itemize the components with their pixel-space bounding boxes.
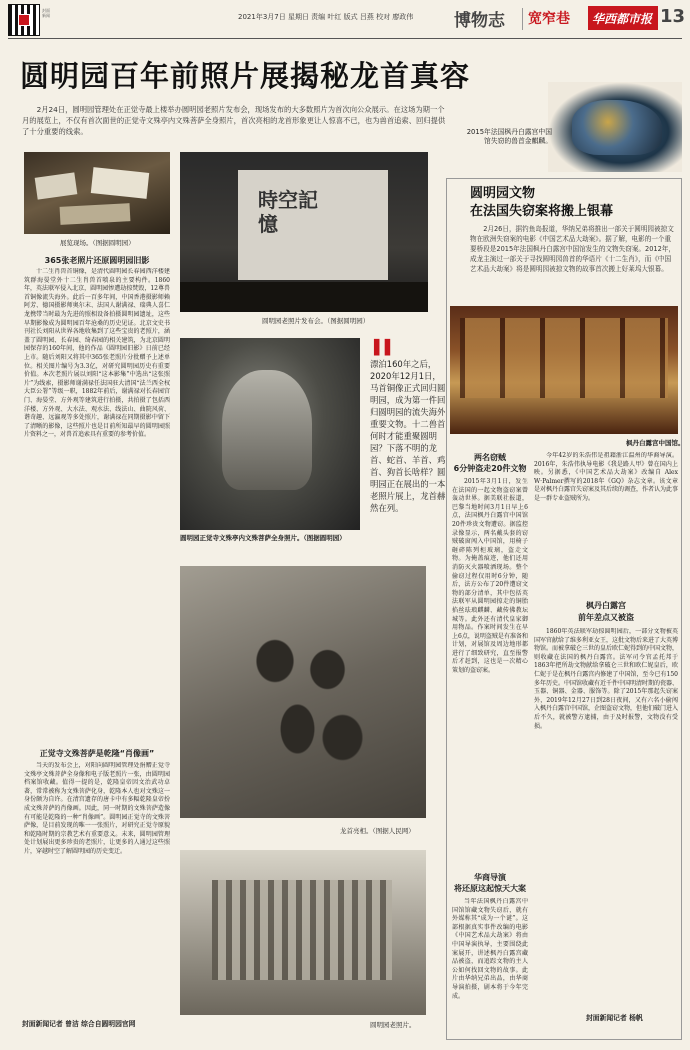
right-intro: 2月26日，据钓鱼岛报道，华纳兄弟将推出一部关于圆明园被掠文物在欧洲失窃案的电影《中国艺术品大劫案》。据了解，电影的一个重要桥段是2015年法国枫丹白露宫中国馆发生的文物失窃案。2012年，成龙主演过一部关于寻找圆明园兽首的华语片《十二生肖》，而《中国艺术品大劫案》将是圆明园被掠文物的故事首次搬上好莱坞大银幕。 — [470, 225, 675, 273]
mid-subhead-1-line-1: 两名窃贼 — [474, 453, 506, 462]
poster-title: 時空記憶 — [258, 188, 318, 236]
mid-subhead-2-line-2: 将还原这起惊天大案 — [454, 884, 526, 893]
section-name: 博物志 — [454, 11, 505, 31]
caption-qilin: 2015年法国枫丹白露宫中国馆失窃的兽首金麒麟。 — [466, 128, 552, 145]
quote-mark-icon: ▌▌ — [374, 340, 396, 356]
left-body-1: 十二生肖兽首铜像，是清代圆明园长春园西洋楼建筑群海晏堂外十二生肖兽首喷泉的主要构件。1860年，英法联军侵入北京，圆明园惨遭劫掠焚毁，12尊兽首铜像流失海外。此后一百多年间，中国香港摄影师赖阿芳、德国摄影师奥尔末、法国人谢满禄、瑞典人喜仁龙携带当时最为先进的照相设备拍摄圆明园遗址，这些早期影像成为圆明园百年沧桑的历史见证。北京文史书刊社长刘阳从世界各地收集到了这些宝贵的老照片，涵盖了圆明园、长春园、绮春园的相关建筑，为北京圆明园保存的160年间，他的作品《圆明园旧影》日前已经上市。随后刘阳又将其中365张老照片分批赠予上述单位。相关图片编号为3.3亿，对研究圆明园历史有重要价值。本次老照片展以刘阳“这本影集”中选出“这张照片”为线索，摄影师谢满禄任法国驻大清国“法兰西全权大臣公署”等级一职，1882年前后，谢满禄对长春园宫门、海晏堂、方外观等建筑进行拍摄，共拍摄了包括西洋楼、方外观、大水法、观水法、线法山、曲院风荷、谐奇趣、远瀛观等多处照片，谢满禄在同期摄影中留下了清晰的影像，这些照片也是目前所知最早的圆明园照片资料之一，对兽首追索具有重要的参考价值。 — [24, 268, 170, 439]
right-body-1: 今年42岁的朱浩伟是祖籍浙江温州的华裔导演。2016年，朱浩伟执导电影《我是路人甲》曾在国内上映。另据悉，《中国艺术品大劫案》改编自 Alex W·Palmer撰写的2018年《GQ》杂志文章。该文章是对枫丹白露宫失窃案及其后续的调查，作者认为此事是一群专业盗贼所为。 — [534, 452, 678, 502]
launch-stage — [180, 282, 428, 312]
header-info: 2021年3月7日 星期日 责编 叶红 版式 吕燕 校对 廖政伟 — [238, 13, 414, 21]
mid-subhead-1-line-2: 6分钟盗走20件文物 — [453, 464, 527, 473]
ruins-structure — [212, 880, 392, 980]
headline: 圆明园百年前照片展揭秘龙首真容 — [20, 59, 471, 93]
right-credit: 封面新闻记者 杨帆 — [586, 1014, 643, 1022]
left-body-2: 当天的发布会上，对阳向圆明园管理处捐赠正觉寺文殊亭文殊菩萨全身像和电子版老照片一张，由圆明园档案馆收藏。值得一提的是，乾隆皇帝因文治武功卓著，常常被称为文殊菩萨化身，乾隆本人也对文殊这一身份颇为自许。在清宫遗存的唐卡中有多幅乾隆皇帝扮成文殊菩萨的肖像画。因此，同一时期的文殊菩萨造像有可能是乾隆的一种“肖像画”。圆明园正觉寺的文殊菩萨像，是目前发现的唯一一张照片，对研究正觉寺原貌和乾隆时期的宗教艺术有重要意义。未来，圆明园管理处计划展出更多珍贵的老照片，让更多的人通过这些照片，穿越时空了解圆明园的历史变迁。 — [24, 762, 170, 855]
caption-fontainebleau: 枫丹白露宫中国馆。 — [626, 439, 685, 447]
right-subhead-line-1: 枫丹白露宫 — [586, 601, 626, 610]
caption-ruins: 圆明园老照片。 — [370, 1021, 416, 1029]
page-number: 13 — [660, 6, 686, 27]
column-name: 宽窄巷 — [528, 11, 570, 27]
mid-body-2: 当年法国枫丹白露宫中国馆馆藏文物失窃后，就有外媒称其“成为一个谜”。这部根据真实事件改编的电影《中国艺术品大劫案》将由中国导演执导，主要围绕此案展开，讲述枫丹白露宫藏品被盗，而追踪文物的主人公如何找回文物的故事。此片由华纳兄弟出品，由华商导演拍摄，剧本将于今年完成。 — [452, 898, 528, 1000]
section-divider — [522, 8, 523, 30]
mid-body-1: 2015年3月1日，发生在法国的一起文物盗窃案曾轰动世界。据美联社报道，巴黎当地时间3月1日早上6点，法国枫丹白露宫中国馆20件珍贵文物遭窃。据监控录像显示，两名戴头套的窃贼破窗闯入中国馆，用椅子砸碎陈列柜玻璃，盗走文物。为掩盖痕迹，他们还用消防灭火器喷洒现场。整个偷窃过程仅用时6分钟，随后，法方公布了20件遭窃文物的部分清单，其中包括英法联军从圆明园掠走的铜胎掐丝珐琅麒麟、藏传佛教坛城等。此外还有清代皇家御用物品。作案时间发生在早上6点，说明盗贼是有准备和计划，对展馆及周边地形都进行了细致研究，直至报警后才赶到，这也是一次精心策划的盗窃案。 — [452, 478, 528, 675]
right-title-line-2: 在法国失窃案将搬上银幕 — [470, 204, 614, 219]
caption-bodhisattva: 圆明园正觉寺文殊亭内文殊菩萨全身照片。（图据圆明园） — [180, 534, 346, 542]
right-body-2: 1860年英法联军劫掠圆明园后，一部分文物被英国军官献给了维多利亚女王，这批文物后来进了大英博物馆。而被拿破仑三世的皇后欧仁妮得到的中国文物，则收藏在法国的枫丹白露宫。法军司令官孟托邦于1863年把所劫文物献给拿破仑三世和欧仁妮皇后，欧仁妮于是在枫丹白露宫内修建了中国馆，至今已有150多年历史。中国馆收藏有近千件中国明清时期的瓷器、玉器、铜器、金器、服饰等。除了2015年那起失窃案外，2019年12月27日到28日夜间，又有六名小偷闯入枫丹白露宫中国馆，企图盗窃文物，但他们破门进入后不久，就被警方逮捕，由于及时报警，文物没有受损。 — [534, 628, 678, 730]
dragon-figures — [230, 610, 380, 780]
caption-dragon: 龙首亮相。（图据人民网） — [340, 827, 415, 835]
pull-quote: 漂泊160年之后，2020年12月1日，马首铜像正式回归圆明园，成为第一件回归圆明园的流失海外重要文物。十二兽首何时才能重聚圆明园？下落不明的龙首、蛇首、羊首、鸡首、狗首长啥样？圆明园正在展出的一本老照片展上，龙首赫然在列。 — [370, 359, 446, 513]
qilin-figure — [572, 100, 662, 155]
qr-label: 封面新闻 — [42, 8, 50, 18]
lead-paragraph: 2月24日，圆明园管理处在正觉寺最上楼举办圆明园老照片发布会，现场发布的大多数照片为首次向公众展示。在这场为期一个月的展览上，不仅有首次面世的正觉寺文殊亭内文殊菩萨全身照片，首次亮相的龙首形象更让人惊喜不已，也为兽首追索、回归提供了十分重要的线索。 — [22, 105, 446, 136]
fontainebleau-cabinets — [460, 318, 668, 398]
paper-logo: 华西都市报 — [592, 12, 653, 26]
left-subhead-1: 365张老照片还原圆明园旧影 — [44, 256, 150, 265]
left-subhead-2: 正觉寺文殊菩萨是乾隆“肖像画” — [39, 749, 155, 758]
caption-exhibit: 展览现场。（图据圆明园） — [60, 239, 135, 247]
left-credit: 封面新闻记者 曾洁 综合自圆明园官网 — [22, 1020, 136, 1028]
right-title-line-1: 圆明园文物 — [470, 186, 536, 201]
bodhisattva-figure — [222, 370, 312, 490]
mid-subhead-2-line-1: 华商导演 — [474, 873, 506, 882]
right-subhead-line-2: 前年差点又被盗 — [578, 613, 634, 622]
header-rule — [8, 38, 682, 39]
caption-launch: 圆明园老照片发布会。（图据圆明园） — [262, 317, 370, 325]
exhibit-book-3 — [60, 203, 131, 225]
qr-center-logo — [18, 14, 30, 26]
